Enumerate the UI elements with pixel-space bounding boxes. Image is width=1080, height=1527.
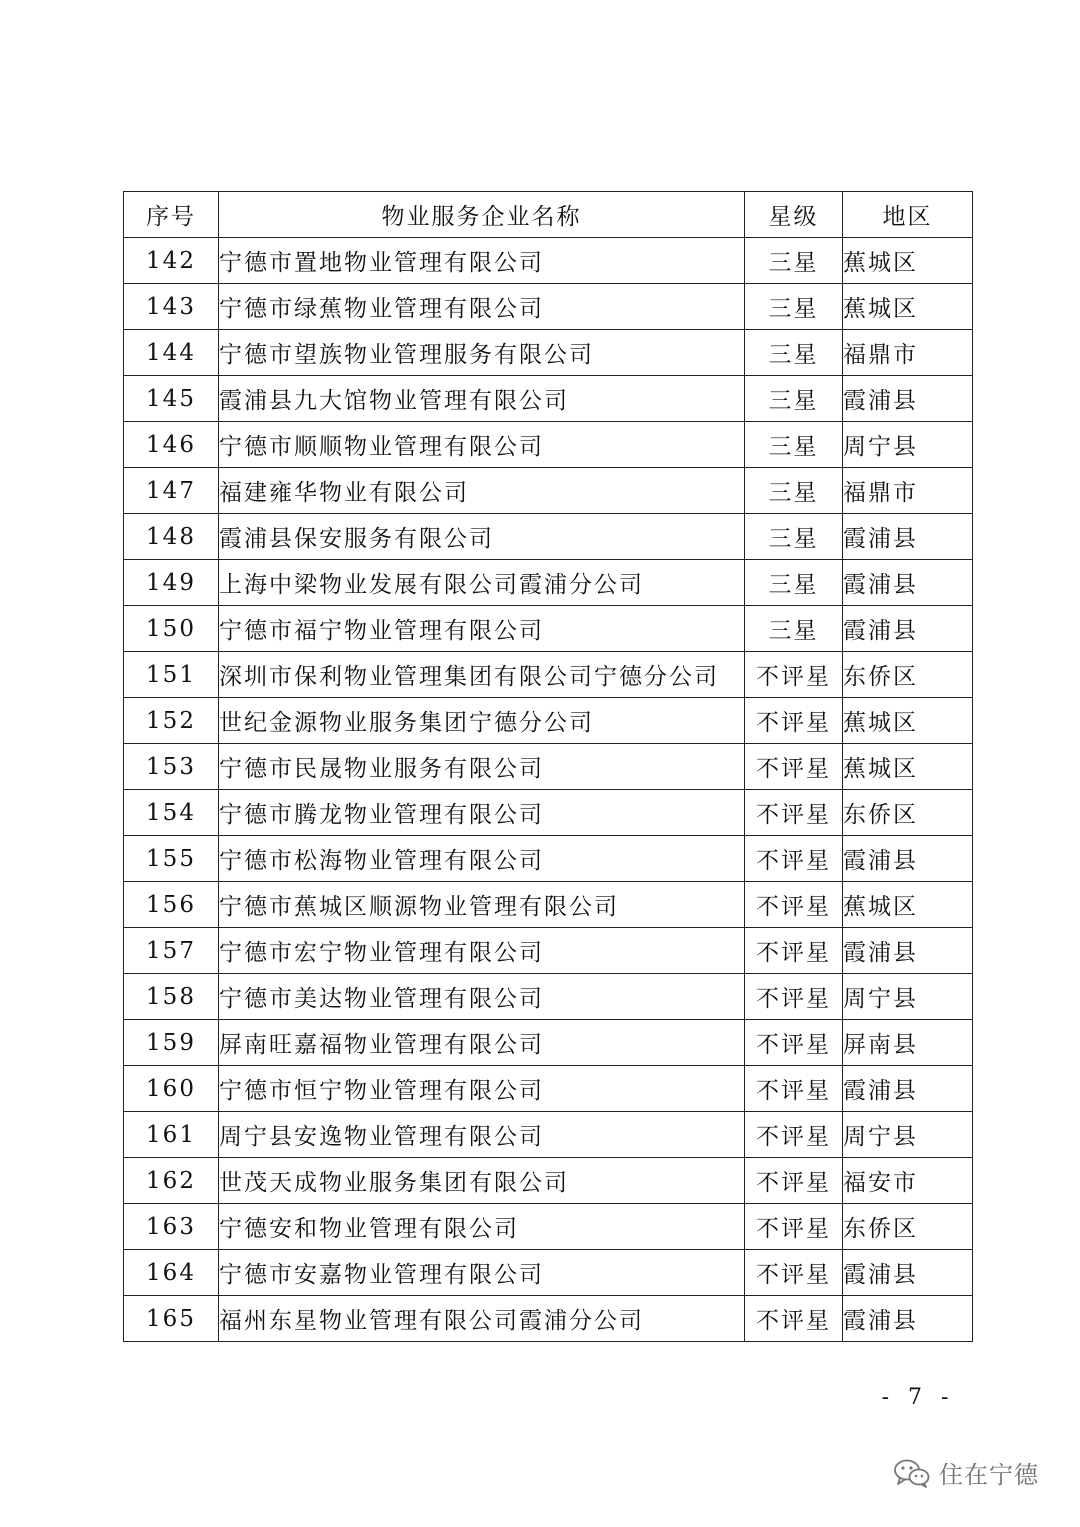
row-star-rating: 不评星 — [745, 1158, 843, 1204]
row-company-name: 宁德市绿蕉物业管理有限公司 — [219, 284, 745, 330]
table-row — [124, 514, 973, 560]
table-row — [124, 836, 973, 882]
row-company-name: 周宁县安逸物业管理有限公司 — [219, 1112, 745, 1158]
row-star-rating: 不评星 — [745, 1204, 843, 1250]
table-row — [124, 1250, 973, 1296]
row-company-name: 霞浦县保安服务有限公司 — [219, 514, 745, 560]
row-region: 蕉城区 — [843, 284, 973, 330]
table-row — [124, 1296, 973, 1342]
row-star-rating: 不评星 — [745, 744, 843, 790]
row-region: 蕉城区 — [843, 744, 973, 790]
table-row — [124, 1204, 973, 1250]
row-region: 东侨区 — [843, 790, 973, 836]
row-star-rating: 不评星 — [745, 836, 843, 882]
row-region: 霞浦县 — [843, 606, 973, 652]
row-star-rating: 三星 — [745, 376, 843, 422]
row-company-name: 福州东星物业管理有限公司霞浦分公司 — [219, 1296, 745, 1342]
row-index: 155 — [124, 836, 219, 882]
table-header — [124, 192, 973, 238]
row-region: 周宁县 — [843, 422, 973, 468]
row-index: 158 — [124, 974, 219, 1020]
row-company-name: 世茂天成物业服务集团有限公司 — [219, 1158, 745, 1204]
header-index: 序号 — [124, 192, 219, 238]
row-star-rating: 三星 — [745, 606, 843, 652]
row-star-rating: 不评星 — [745, 790, 843, 836]
row-company-name: 宁德市福宁物业管理有限公司 — [219, 606, 745, 652]
row-company-name: 宁德市安嘉物业管理有限公司 — [219, 1250, 745, 1296]
row-index: 160 — [124, 1066, 219, 1112]
row-index: 144 — [124, 330, 219, 376]
row-index: 146 — [124, 422, 219, 468]
table-row — [124, 422, 973, 468]
row-region: 东侨区 — [843, 1204, 973, 1250]
row-index: 148 — [124, 514, 219, 560]
row-company-name: 宁德市宏宁物业管理有限公司 — [219, 928, 745, 974]
row-star-rating: 不评星 — [745, 698, 843, 744]
table-row — [124, 330, 973, 376]
wechat-icon — [893, 1458, 931, 1488]
table-row — [124, 652, 973, 698]
table-row — [124, 238, 973, 284]
table-row — [124, 1158, 973, 1204]
header-company-name: 物业服务企业名称 — [219, 192, 745, 238]
row-star-rating: 不评星 — [745, 652, 843, 698]
row-region: 霞浦县 — [843, 1066, 973, 1112]
row-company-name: 宁德市蕉城区顺源物业管理有限公司 — [219, 882, 745, 928]
row-star-rating: 三星 — [745, 560, 843, 606]
row-star-rating: 三星 — [745, 238, 843, 284]
row-region: 蕉城区 — [843, 882, 973, 928]
property-company-table — [123, 191, 973, 1342]
table-row — [124, 1066, 973, 1112]
table-row — [124, 1112, 973, 1158]
row-region: 霞浦县 — [843, 1296, 973, 1342]
row-region: 东侨区 — [843, 652, 973, 698]
row-company-name: 宁德市恒宁物业管理有限公司 — [219, 1066, 745, 1112]
row-index: 147 — [124, 468, 219, 514]
row-company-name: 宁德安和物业管理有限公司 — [219, 1204, 745, 1250]
row-company-name: 宁德市民晟物业服务有限公司 — [219, 744, 745, 790]
table-row — [124, 882, 973, 928]
row-region: 霞浦县 — [843, 1250, 973, 1296]
row-company-name: 宁德市腾龙物业管理有限公司 — [219, 790, 745, 836]
row-star-rating: 不评星 — [745, 1296, 843, 1342]
row-region: 霞浦县 — [843, 376, 973, 422]
row-star-rating: 不评星 — [745, 1020, 843, 1066]
row-index: 157 — [124, 928, 219, 974]
row-star-rating: 三星 — [745, 514, 843, 560]
row-star-rating: 三星 — [745, 422, 843, 468]
row-company-name: 宁德市美达物业管理有限公司 — [219, 974, 745, 1020]
page-number: - 7 - — [881, 1385, 955, 1410]
row-star-rating: 不评星 — [745, 974, 843, 1020]
row-company-name: 霞浦县九大馆物业管理有限公司 — [219, 376, 745, 422]
row-company-name: 宁德市望族物业管理服务有限公司 — [219, 330, 745, 376]
row-index: 153 — [124, 744, 219, 790]
row-region: 屏南县 — [843, 1020, 973, 1066]
row-company-name: 世纪金源物业服务集团宁德分公司 — [219, 698, 745, 744]
row-region: 霞浦县 — [843, 560, 973, 606]
row-region: 蕉城区 — [843, 698, 973, 744]
header-region: 地区 — [843, 192, 973, 238]
row-region: 福鼎市 — [843, 468, 973, 514]
row-index: 164 — [124, 1250, 219, 1296]
row-index: 145 — [124, 376, 219, 422]
table-row — [124, 974, 973, 1020]
row-region: 蕉城区 — [843, 238, 973, 284]
row-company-name: 福建雍华物业有限公司 — [219, 468, 745, 514]
table-row — [124, 606, 973, 652]
table-body — [124, 238, 973, 1342]
row-index: 154 — [124, 790, 219, 836]
row-company-name: 宁德市松海物业管理有限公司 — [219, 836, 745, 882]
row-star-rating: 三星 — [745, 468, 843, 514]
row-index: 152 — [124, 698, 219, 744]
row-index: 159 — [124, 1020, 219, 1066]
row-star-rating: 不评星 — [745, 1250, 843, 1296]
row-index: 142 — [124, 238, 219, 284]
header-row — [124, 192, 973, 238]
row-star-rating: 不评星 — [745, 1066, 843, 1112]
table-row — [124, 284, 973, 330]
watermark-text: 住在宁德 — [939, 1461, 1039, 1489]
row-index: 162 — [124, 1158, 219, 1204]
row-star-rating: 三星 — [745, 284, 843, 330]
table-row — [124, 376, 973, 422]
row-company-name: 深圳市保利物业管理集团有限公司宁德分公司 — [219, 652, 745, 698]
table-row — [124, 468, 973, 514]
row-region: 霞浦县 — [843, 928, 973, 974]
row-star-rating: 不评星 — [745, 928, 843, 974]
row-region: 福安市 — [843, 1158, 973, 1204]
row-region: 周宁县 — [843, 974, 973, 1020]
table-row — [124, 560, 973, 606]
row-company-name: 上海中梁物业发展有限公司霞浦分公司 — [219, 560, 745, 606]
header-star-rating: 星级 — [745, 192, 843, 238]
row-index: 149 — [124, 560, 219, 606]
row-region: 周宁县 — [843, 1112, 973, 1158]
row-index: 143 — [124, 284, 219, 330]
row-index: 150 — [124, 606, 219, 652]
row-region: 霞浦县 — [843, 514, 973, 560]
table-row — [124, 698, 973, 744]
row-index: 163 — [124, 1204, 219, 1250]
row-company-name: 宁德市顺顺物业管理有限公司 — [219, 422, 745, 468]
table-row — [124, 790, 973, 836]
row-index: 161 — [124, 1112, 219, 1158]
row-region: 霞浦县 — [843, 836, 973, 882]
table-row — [124, 1020, 973, 1066]
row-company-name: 屏南旺嘉福物业管理有限公司 — [219, 1020, 745, 1066]
wechat-watermark — [893, 1455, 1039, 1490]
row-index: 151 — [124, 652, 219, 698]
row-region: 福鼎市 — [843, 330, 973, 376]
row-index: 156 — [124, 882, 219, 928]
row-company-name: 宁德市置地物业管理有限公司 — [219, 238, 745, 284]
row-star-rating: 不评星 — [745, 882, 843, 928]
row-star-rating: 不评星 — [745, 1112, 843, 1158]
row-star-rating: 三星 — [745, 330, 843, 376]
row-index: 165 — [124, 1296, 219, 1342]
table-row — [124, 744, 973, 790]
table-row — [124, 928, 973, 974]
